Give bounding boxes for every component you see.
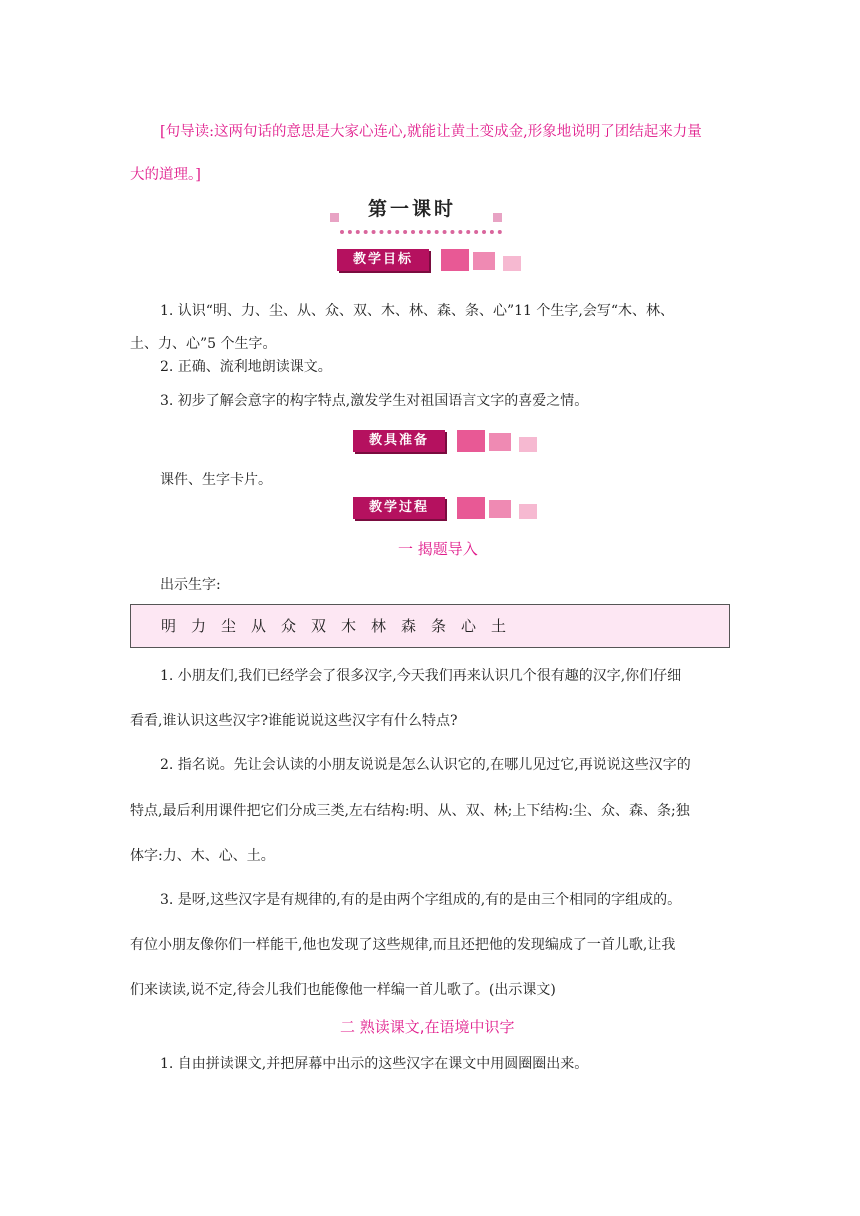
process-deco-square-2 — [489, 500, 511, 518]
lesson-title: 第一课时 — [342, 195, 482, 223]
tools-deco-square-2 — [489, 433, 511, 451]
process-deco-square-1 — [457, 497, 485, 519]
character: 尘 — [221, 617, 237, 635]
goals-label: 教学目标 — [337, 249, 429, 271]
character: 木 — [341, 617, 357, 635]
character: 土 — [491, 617, 507, 635]
part1-p2-line-1: 2. 指名说。先让会认读的小朋友说说是怎么认识它的,在哪儿见过它,再说说这些汉字的 — [160, 757, 691, 773]
goal-item-1-line-1: 1. 认识“明、力、尘、从、众、双、木、林、森、条、心”11 个生字,会写“木、林、 — [160, 303, 674, 319]
part1-p3-line-1: 3. 是呀,这些汉字是有规律的,有的是由两个字组成的,有的是由三个相同的字组成的。 — [160, 892, 682, 908]
tools-deco-square-1 — [457, 430, 485, 452]
character: 双 — [311, 617, 327, 635]
goals-deco-square-3 — [503, 256, 521, 271]
character: 心 — [461, 617, 477, 635]
part1-p1-line-1: 1. 小朋友们,我们已经学会了很多汉字,今天我们再来认识几个很有趣的汉字,你们仔细 — [160, 668, 682, 684]
goal-item-3: 3. 初步了解会意字的构字特点,激发学生对祖国语言文字的喜爱之情。 — [160, 393, 589, 409]
character: 条 — [431, 617, 447, 635]
guide-line-2: 大的道理。] — [130, 167, 201, 183]
character: 林 — [371, 617, 387, 635]
part1-p2-line-2: 特点,最后利用课件把它们分成三类,左右结构:明、从、双、林;上下结构:尘、众、森、条;独 — [130, 803, 690, 819]
title-dotted-line — [340, 230, 502, 234]
character-box — [130, 604, 730, 648]
part2-p1: 1. 自由拼读课文,并把屏幕中出示的这些汉字在课文中用圆圈圈出来。 — [160, 1056, 589, 1072]
part1-heading: 一 揭题导入 — [398, 540, 478, 558]
goal-item-2: 2. 正确、流利地朗读课文。 — [160, 359, 332, 375]
process-label: 教学过程 — [353, 497, 445, 519]
tools-label: 教具准备 — [353, 430, 445, 452]
character: 森 — [401, 617, 417, 635]
part1-p1-line-2: 看看,谁认识这些汉字?谁能说说这些汉字有什么特点? — [130, 713, 458, 729]
character: 明 — [161, 617, 177, 635]
title-deco-square-right — [493, 213, 502, 222]
character: 从 — [251, 617, 267, 635]
goals-deco-square-1 — [441, 249, 469, 271]
goal-item-1-line-2: 土、力、心”5 个生字。 — [130, 336, 277, 352]
part1-p3-line-2: 有位小朋友像你们一样能干,他也发现了这些规律,而且还把他的发现编成了一首儿歌,让我 — [130, 937, 676, 953]
guide-line-1: [句导读:这两句话的意思是大家心连心,就能让黄土变成金,形象地说明了团结起来力量 — [160, 124, 702, 140]
character: 力 — [191, 617, 207, 635]
part1-p3-line-3: 们来读读,说不定,待会儿我们也能像他一样编一首儿歌了。(出示课文) — [130, 982, 556, 998]
show-chars-text: 出示生字: — [160, 577, 221, 593]
process-deco-square-3 — [519, 504, 537, 519]
part2-heading: 二 熟读课文,在语境中识字 — [340, 1018, 515, 1036]
tools-text: 课件、生字卡片。 — [160, 472, 272, 488]
tools-deco-square-3 — [519, 437, 537, 452]
part1-p2-line-3: 体字:力、木、心、土。 — [130, 848, 275, 864]
goals-deco-square-2 — [473, 252, 495, 270]
title-deco-square-left — [330, 213, 339, 222]
character: 众 — [281, 617, 297, 635]
